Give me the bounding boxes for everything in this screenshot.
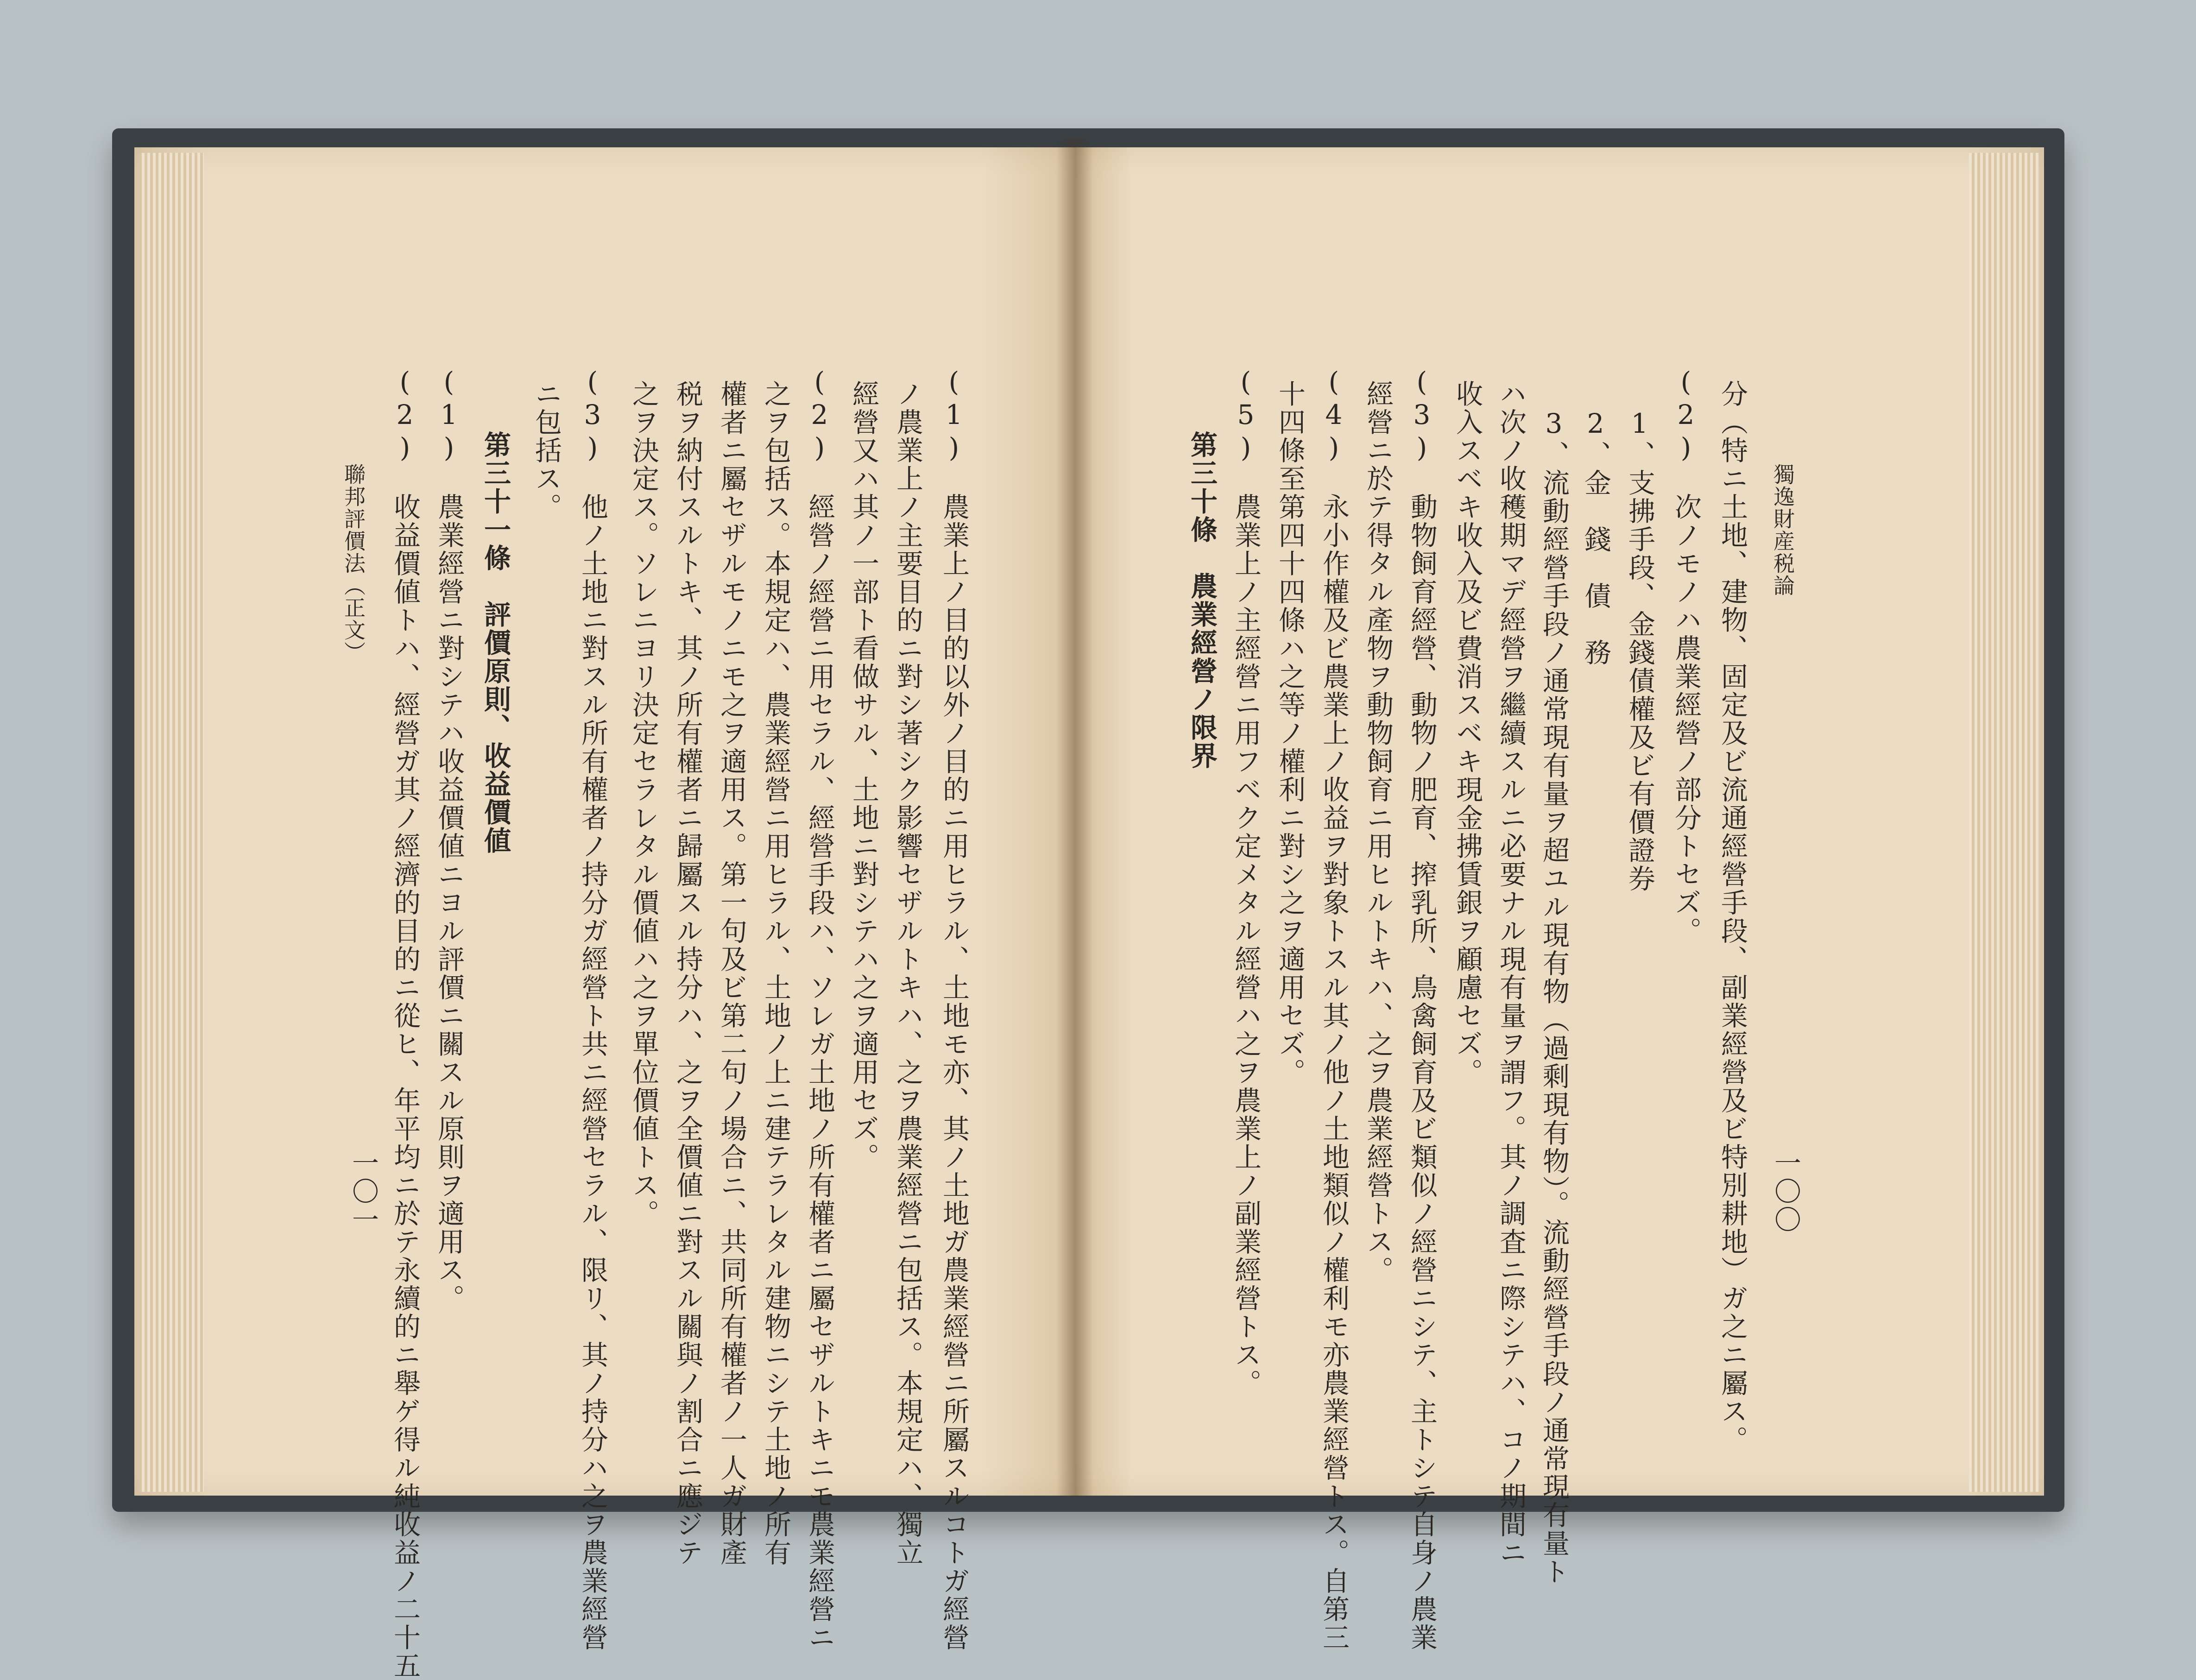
right-text-line: 2、金 錢 債 務	[1580, 408, 1611, 667]
right-text-line: (3) 動物飼育經營、動物ノ肥育、搾乳所、鳥禽飼育及ビ類似ノ經營ニシテ、主トシテ自身ノ農業	[1406, 366, 1438, 1652]
right-text-line: (4) 永小作權及ビ農業上ノ收益ヲ對象トスル其ノ他ノ土地類似ノ權利モ亦農業經營トス。自第三	[1318, 366, 1350, 1652]
left-section-heading: 第三十一條 評價原則、收益價値	[480, 431, 511, 855]
left-text-line: 税ヲ納付スルトキ、其ノ所有權者ニ歸屬スル持分ハ、之ヲ全價値ニ對スル關與ノ割合ニ應ジテ	[672, 380, 703, 1567]
left-text-line: (2) 經營ノ經營ニ用セラル、經營手段ハ、ソレガ土地ノ所有權者ニ屬セザルトキニモ農業經營ニ	[804, 366, 835, 1652]
right-page-edges	[1969, 153, 2038, 1492]
left-page-edges	[139, 153, 204, 1492]
left-text-line: ノ農業上ノ主要目的ニ對シ著シク影響セザルトキハ、之ヲ農業經營ニ包括ス。本規定ハ、獨立	[892, 380, 923, 1567]
right-text-line: 3、流動經營手段ノ通常現有量ヲ超ユル現有物（過剩現有物）。流動經營手段ノ通常現有量ト	[1538, 408, 1570, 1586]
left-text-line: 之ヲ包括ス。本規定ハ、農業經營ニ用ヒラル、土地ノ上ニ建テラレタル建物ニシテ土地ノ所有	[760, 380, 791, 1567]
book-gutter	[1056, 139, 1093, 1497]
right-text-line: 1、支拂手段、金錢債權及ビ有價證券	[1624, 408, 1655, 893]
left-text-line: (1) 農業經營ニ對シテハ收益價値ニヨル評價ニ關スル原則ヲ適用ス。	[433, 366, 465, 1313]
right-text-line: 經營ニ於テ得タル產物ヲ動物飼育ニ用ヒルトキハ、之ヲ農業經營トス。	[1362, 380, 1394, 1284]
right-text-line: (2) 次ノモノハ農業經營ノ部分トセズ。	[1670, 366, 1702, 945]
right-running-head: 獨逸財産税論	[1770, 463, 1795, 597]
right-text-line: 分（特ニ土地、建物、固定及ビ流通經營手段、副業經營及ビ特別耕地）ガ之ニ屬ス。	[1716, 380, 1748, 1454]
left-text-line: (2) 收益價値トハ、經營ガ其ノ經濟的目的ニ從ヒ、年平均ニ於テ永續的ニ舉ゲ得ル純收益ノ二十五	[389, 366, 421, 1680]
right-text-line: (5) 農業上ノ主經營ニ用フベク定メタル經營ハ之ヲ農業上ノ副業經營トス。	[1230, 366, 1262, 1397]
left-running-head: 聯邦評價法（正文）	[341, 463, 366, 663]
left-text-line: 經營又ハ其ノ一部ト看做サル、土地ニ對シテハ之ヲ適用セズ。	[848, 380, 879, 1171]
right-text-line: 收入スベキ收入及ビ費消スベキ現金拂賃銀ヲ顧慮セズ。	[1451, 380, 1483, 1086]
left-text-line: ニ包括ス。	[530, 380, 562, 521]
right-text-line: 十四條至第四十四條ハ之等ノ權利ニ對シ之ヲ適用セズ。	[1274, 380, 1306, 1086]
right-section-heading: 第三十條 農業經營ノ限界	[1186, 431, 1218, 770]
left-text-line: 權者ニ屬セザルモノニモ之ヲ適用ス。第一句及ビ第二句ノ場合ニ、共同所有權者ノ一人ガ財產	[716, 380, 747, 1567]
right-page-number: 一〇〇	[1770, 1149, 1801, 1234]
left-text-line: (1) 農業上ノ目的以外ノ目的ニ用ヒラル、土地モ亦、其ノ土地ガ農業經營ニ所屬スルコトガ經營	[938, 366, 970, 1652]
left-page-number: 一〇一	[347, 1149, 379, 1234]
right-text-line: ハ次ノ收穫期マデ經營ヲ繼續スルニ必要ナル現有量ヲ謂フ。其ノ調査ニ際シテハ、コノ期間ニ	[1495, 380, 1527, 1567]
left-text-line: (3) 他ノ土地ニ對スル所有權者ノ持分ガ經營ト共ニ經營セラル、限リ、其ノ持分ハ之ヲ農業經營	[577, 366, 608, 1652]
left-text-line: 之ヲ決定ス。ソレニヨリ決定セラレタル價値ハ之ヲ單位價値トス。	[628, 380, 659, 1228]
